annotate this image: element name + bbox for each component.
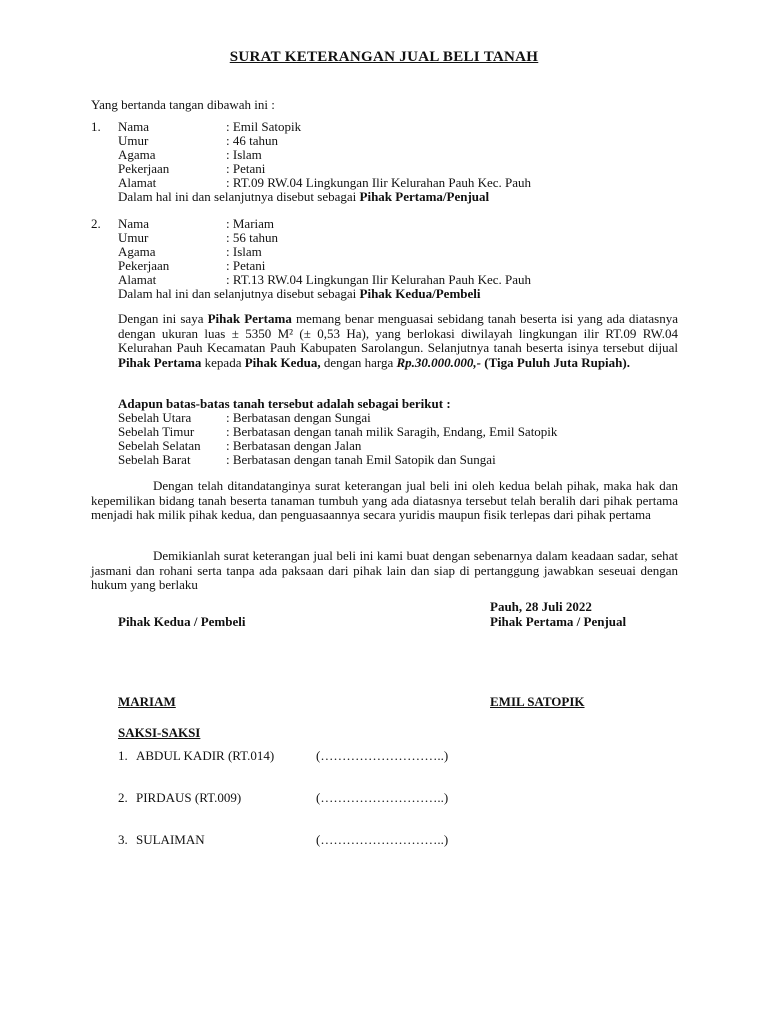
party-1-role-text: Dalam hal ini dan selanjutnya disebut sebagai: [118, 189, 360, 204]
sale-statement-paragraph: [118, 312, 678, 370]
party-2-role-text: Dalam hal ini dan selanjutnya disebut sebagai: [118, 286, 360, 301]
boundaries-heading: Adapun batas-batas tanah tersebut adalah sebagai berikut :: [118, 396, 451, 411]
boundary-value: : Berbatasan dengan Jalan: [226, 438, 362, 453]
party-1-umur-value: : 46 tahun: [226, 133, 278, 148]
party-2-umur-value: : 56 tahun: [226, 230, 278, 245]
party-1-pekerjaan-label: Pekerjaan: [118, 161, 170, 176]
party-2-pekerjaan-label: Pekerjaan: [118, 258, 170, 273]
boundary-label: Sebelah Selatan: [118, 438, 201, 453]
document-title: SURAT KETERANGAN JUAL BELI TANAH: [229, 49, 539, 65]
witness-name: SULAIMAN: [136, 832, 205, 847]
party-2-role-bold: Pihak Kedua/Pembeli: [359, 286, 481, 301]
party-1-umur-label: Umur: [118, 133, 149, 148]
party-1-alamat-value: : RT.09 RW.04 Lingkungan Ilir Kelurahan Pauh Kec. Pauh: [226, 175, 532, 190]
witness-name: PIRDAUS (RT.009): [136, 790, 242, 805]
left-signer-role: Pihak Kedua / Pembeli: [118, 614, 246, 629]
left-signer-name: MARIAM: [118, 694, 176, 709]
party-2-role: [118, 287, 481, 302]
para1-text-2: memang benar menguasai sebidang tanah beserta isi yang ada diatasnya dengan ukuran luas ± 5350 M² (± 0,53 Ha), yang berlokasi diwilayah lingkungan ilir RT.09 RW.04 Kelurahan Pauh Kecamatan Pauh Kabupaten Sarolangun. Selanjutnya tanah beserta isinya tersebut dijual: [118, 311, 678, 355]
party-2-nama-value: : Mariam: [226, 216, 275, 231]
party-2-umur-label: Umur: [118, 230, 149, 245]
party-1-agama-label: Agama: [118, 147, 156, 162]
para1-text-1: Dengan ini saya: [118, 311, 208, 326]
boundary-value: : Berbatasan dengan tanah milik Saragih, Endang, Emil Satopik: [226, 424, 558, 439]
price-amount: Rp.30.000.000,-: [396, 354, 482, 370]
party-2-alamat-value: : RT.13 RW.04 Lingkungan Ilir Kelurahan Pauh Kec. Pauh: [226, 272, 532, 287]
boundary-label: Sebelah Barat: [118, 452, 191, 467]
party-2-nama-label: Nama: [118, 216, 150, 231]
para1-bold-1: Pihak Pertama: [207, 311, 292, 326]
para1-bold-3: Pihak Kedua,: [244, 354, 321, 370]
para1-text-3: kepada: [201, 354, 245, 370]
boundary-label: Sebelah Utara: [118, 410, 192, 425]
price-in-words: (Tiga Puluh Juta Rupiah).: [481, 354, 630, 370]
party-1-alamat-label: Alamat: [118, 175, 157, 190]
party-1-role: [118, 190, 489, 205]
party-1-number: 1.: [91, 119, 101, 134]
witness-signature-line: (………………………..): [316, 748, 449, 763]
right-signer-role: Pihak Pertama / Penjual: [490, 614, 627, 629]
witness-signature-line: (………………………..): [316, 790, 449, 805]
transfer-paragraph: Dengan telah ditandatanginya surat keterangan jual beli ini oleh kedua belah pihak, maka hak dan kepemilikan bidang tanah beserta tanaman tumbuh yang ada diatasnya tersebut telah beralih dari pihak pertama menjadi hak milik pihak kedua, dan penguasaannya secara yuridis maupun fisik terlepas dari pihak pertama: [91, 478, 678, 522]
party-1-agama-value: : Islam: [226, 147, 262, 162]
party-2-alamat-label: Alamat: [118, 272, 157, 287]
para1-text-4: dengan harga: [320, 354, 397, 370]
closing-paragraph: Demikianlah surat keterangan jual beli ini kami buat dengan sebenarnya dalam keadaan sadar, sehat jasmani dan rohani serta tanpa ada paksaan dari pihak lain dan siap di pertanggung jawabkan seseuai dengan hukum yang berlaku: [91, 548, 678, 592]
intro-text: Yang bertanda tangan dibawah ini :: [91, 97, 275, 112]
boundary-value: : Berbatasan dengan Sungai: [226, 410, 371, 425]
party-2-pekerjaan-value: : Petani: [226, 258, 266, 273]
right-signer-name: EMIL SATOPIK: [490, 694, 585, 709]
witness-number: 2.: [118, 790, 128, 805]
witness-number: 3.: [118, 832, 128, 847]
party-2-agama-label: Agama: [118, 244, 156, 259]
party-1-role-bold: Pihak Pertama/Penjual: [359, 189, 490, 204]
party-2-agama-value: : Islam: [226, 244, 262, 259]
boundary-value: : Berbatasan dengan tanah Emil Satopik dan Sungai: [226, 452, 496, 467]
para1-bold-2: Pihak Pertama: [118, 354, 202, 370]
party-1-pekerjaan-value: : Petani: [226, 161, 266, 176]
witness-number: 1.: [118, 748, 128, 763]
party-2-number: 2.: [91, 216, 101, 231]
party-1-nama-label: Nama: [118, 119, 150, 134]
boundary-label: Sebelah Timur: [118, 424, 195, 439]
witness-signature-line: (………………………..): [316, 832, 449, 847]
witness-name: ABDUL KADIR (RT.014): [136, 748, 275, 763]
place-date: Pauh, 28 Juli 2022: [490, 599, 592, 614]
witnesses-heading: SAKSI-SAKSI: [118, 725, 201, 740]
party-1-nama-value: : Emil Satopik: [226, 119, 302, 134]
